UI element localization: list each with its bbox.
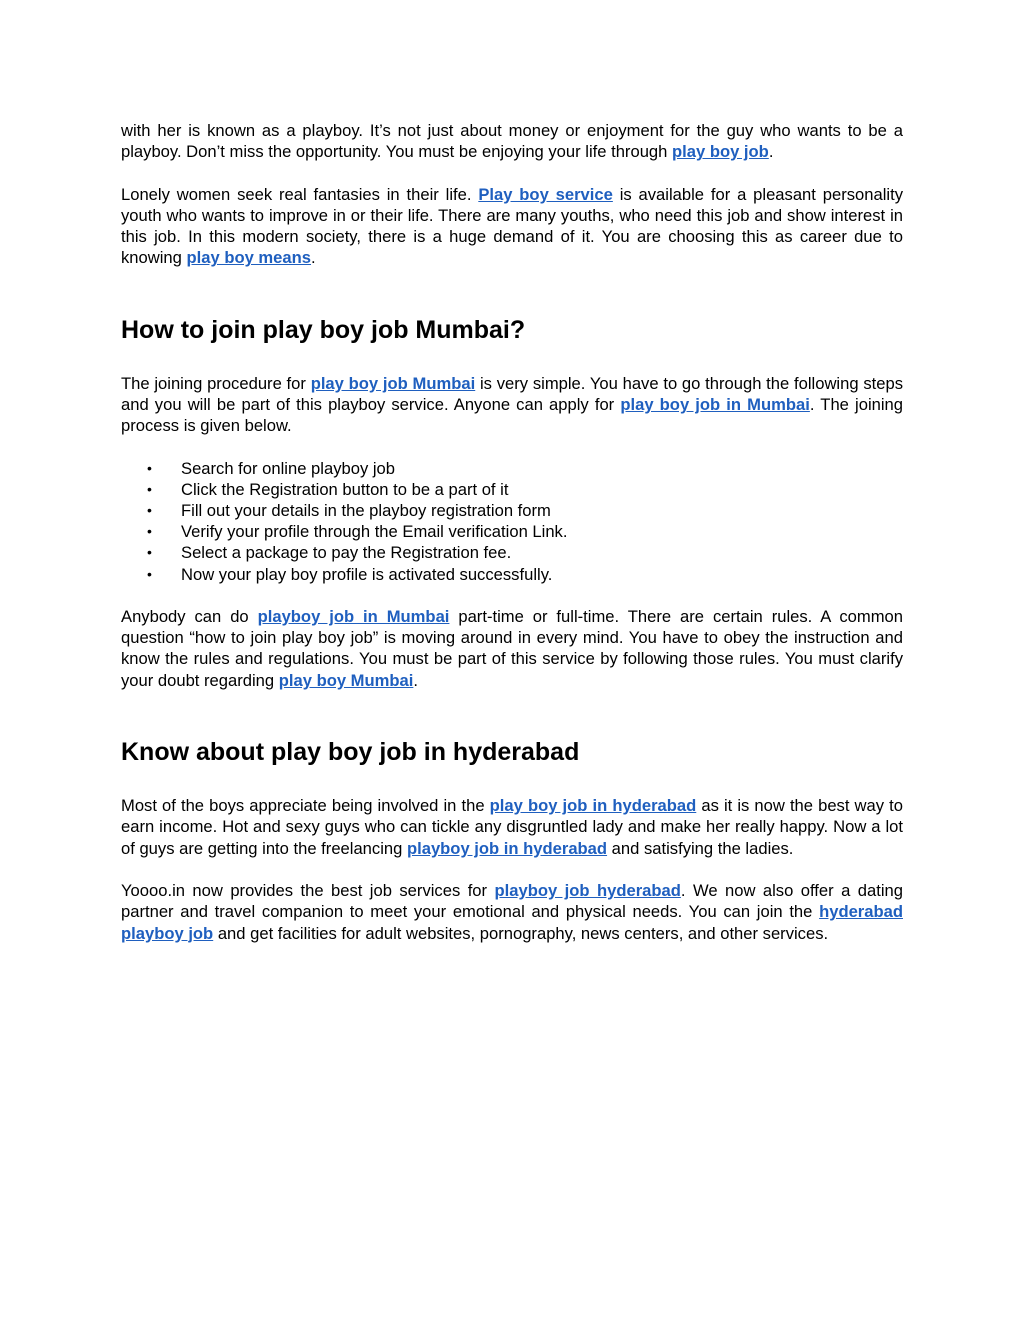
list-item [121, 564, 903, 585]
link-play-boy-mumbai[interactable]: play boy Mumbai [278, 670, 414, 690]
step-text: Select a package to pay the Registration fee. [181, 543, 512, 563]
yoooo-paragraph [121, 880, 903, 944]
step-text: Verify your profile through the Email verification Link. [181, 522, 568, 542]
list-item [121, 479, 903, 500]
text-run: Yoooo.in now provides the best job services for [121, 880, 495, 900]
bullet-icon: • [147, 523, 152, 540]
document-page [121, 120, 903, 944]
link-play-boy-job-in-hyderabad[interactable]: play boy job in hyderabad [489, 796, 697, 816]
list-item [121, 500, 903, 521]
text-run: . We now also offer a dating partner and travel companion to meet your emotional and physical needs. You can join the [121, 880, 903, 922]
text-run: . [311, 248, 316, 268]
text-run: and satisfying the ladies. [607, 838, 794, 858]
link-play-boy-job-in-mumbai[interactable]: play boy job in Mumbai [620, 395, 810, 415]
link-playboy-job-in-mumbai[interactable]: playboy job in Mumbai [257, 606, 450, 626]
link-play-boy-job-mumbai[interactable]: play boy job Mumbai [310, 373, 476, 393]
bullet-icon: • [147, 544, 152, 561]
text-run: . [768, 142, 774, 162]
link-play-boy-means[interactable]: play boy means [186, 248, 312, 268]
text-run: Most of the boys appreciate being involved in the [121, 796, 490, 816]
step-text: Click the Registration button to be a part of it [181, 479, 509, 499]
link-play-boy-job[interactable]: play boy job [672, 142, 769, 162]
boys-appreciate-paragraph [121, 795, 903, 859]
joining-steps-list [121, 458, 903, 585]
text-run: Lonely women seek real fantasies in their life. [121, 184, 479, 204]
joining-procedure-paragraph [121, 373, 903, 437]
text-run: with her is known as a playboy. It’s not just about money or enjoyment for the guy who wants to be a playboy. Don’t miss the opportunity. You must be enjoying your life through [121, 121, 903, 162]
list-item [121, 542, 903, 563]
text-run: Anybody can do [121, 606, 258, 626]
text-run: and get facilities for adult websites, pornography, news centers, and other services. [213, 923, 829, 943]
bullet-icon: • [147, 502, 152, 519]
intro-paragraph [121, 120, 903, 163]
text-run: The joining procedure for [121, 373, 311, 393]
step-text: Search for online playboy job [181, 458, 396, 478]
text-run: is available for a pleasant personality youth who wants to improve in or their life. There are many youths, who need this job and show interest in this job. In this modern society, there is a huge demand of it. You are choosing this as career due to knowing [121, 184, 903, 268]
heading-hyderabad: Know about play boy job in hyderabad [121, 738, 580, 767]
text-run: as it is now the best way to earn income. Hot and sexy guys who can tickle any disgruntled lady and make her really happy. Now a lot of guys are getting into the freelancing [121, 796, 903, 858]
text-run: is very simple. You have to go through the following steps and you will be part of this playboy service. Anyone can apply for [121, 373, 903, 415]
bullet-icon: • [147, 565, 152, 582]
bullet-icon: • [147, 459, 152, 476]
anybody-paragraph [121, 606, 903, 691]
step-text: Fill out your details in the playboy registration form [181, 501, 551, 521]
step-text: Now your play boy profile is activated successfully. [181, 564, 553, 584]
lonely-women-paragraph [121, 184, 903, 269]
list-item [121, 521, 903, 542]
text-run: . [413, 670, 418, 690]
link-playboy-job-in-hyderabad[interactable]: playboy job in hyderabad [406, 838, 608, 858]
link-hyderabad-playboy-job[interactable]: hyderabad playboy job [121, 902, 903, 943]
bullet-icon: • [147, 480, 152, 497]
link-play-boy-service[interactable]: Play boy service [478, 184, 613, 204]
link-playboy-job-hyderabad[interactable]: playboy job hyderabad [494, 880, 681, 900]
text-run: part-time or full-time. There are certain rules. A common question “how to join play boy job” is moving around in every mind. You have to obey the instruction and know the rules and regulations. You must be part of this service by following those rules. You must clarify your doubt regarding [121, 606, 903, 690]
text-run: . The joining process is given below. [121, 395, 904, 436]
list-item [121, 458, 903, 479]
heading-join-mumbai: How to join play boy job Mumbai? [121, 315, 526, 344]
